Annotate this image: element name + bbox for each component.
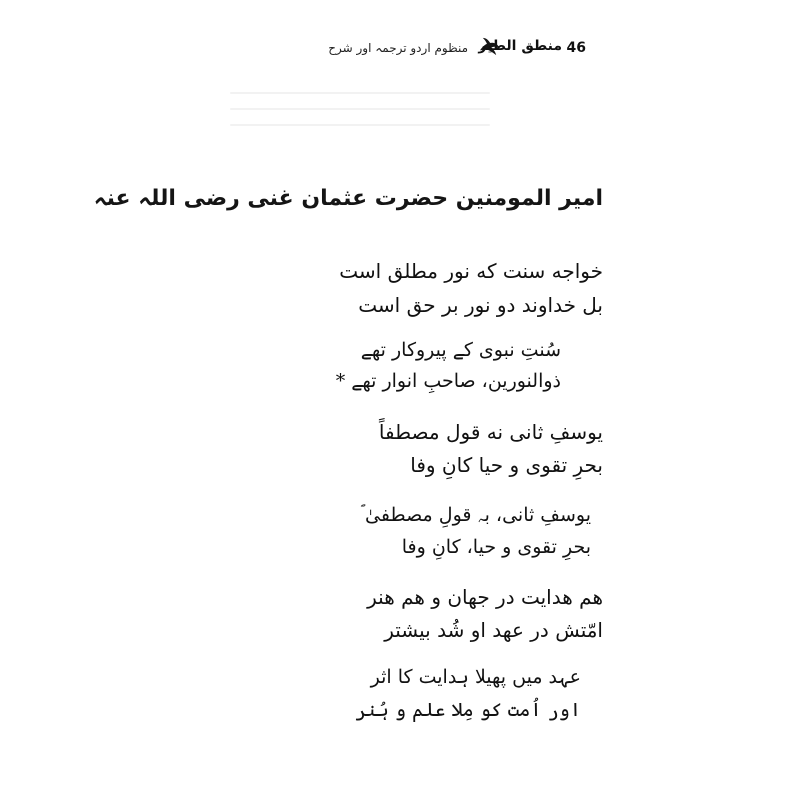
stanza-2-translation-line-1: یوسفِ ثانی، بہ قولِ مصطفیٰ ؐ [360, 504, 591, 526]
stanza-2-translation-line-2: بحرِ تقوی و حیا، کانِ وفا [401, 536, 591, 558]
stanza-1-translation-line-2: ذوالنورین، صاحبِ انوار تھے * [335, 370, 561, 392]
faded-background-text [230, 78, 490, 158]
book-title: منطق الطیر [478, 38, 562, 54]
section-heading: امیر المومنین حضرت عثمان غنی رضی اللہ عنہ [93, 186, 603, 211]
stanza-2-original-line-2: بحرِ تقوی و حیا کانِ وفا [410, 453, 603, 477]
stanza-3-translation-line-2: اور اُمت کو مِلا علم و ہُنر [355, 699, 581, 721]
faded-line [230, 92, 490, 94]
stanza-1-original-line-1: خواجه سنت که نور مطلق است [339, 259, 603, 283]
stanza-3-original-line-1: هم هدایت در جهان و هم هنر [367, 585, 603, 609]
faded-line [230, 124, 490, 126]
faded-line [230, 108, 490, 110]
stanza-3-original-line-2: امّتش در عهد او شُد بیشتر [384, 618, 603, 642]
book-subtitle: منظوم اردو ترجمہ اور شرح [328, 41, 468, 55]
stanza-2-original-line-1: یوسفِ ثانی نه قول مصطفاً [378, 420, 603, 444]
stanza-1-original-line-2: بل خداوند دو نور بر حق است [358, 293, 603, 317]
stanza-3-translation-line-1: عہد میں پھیلا ہدایت کا اثر [370, 666, 581, 688]
page-header [206, 36, 586, 68]
page-number: 46 [566, 40, 586, 56]
stanza-1-translation-line-1: سُنتِ نبوی کے پیروکار تھے [360, 339, 561, 361]
